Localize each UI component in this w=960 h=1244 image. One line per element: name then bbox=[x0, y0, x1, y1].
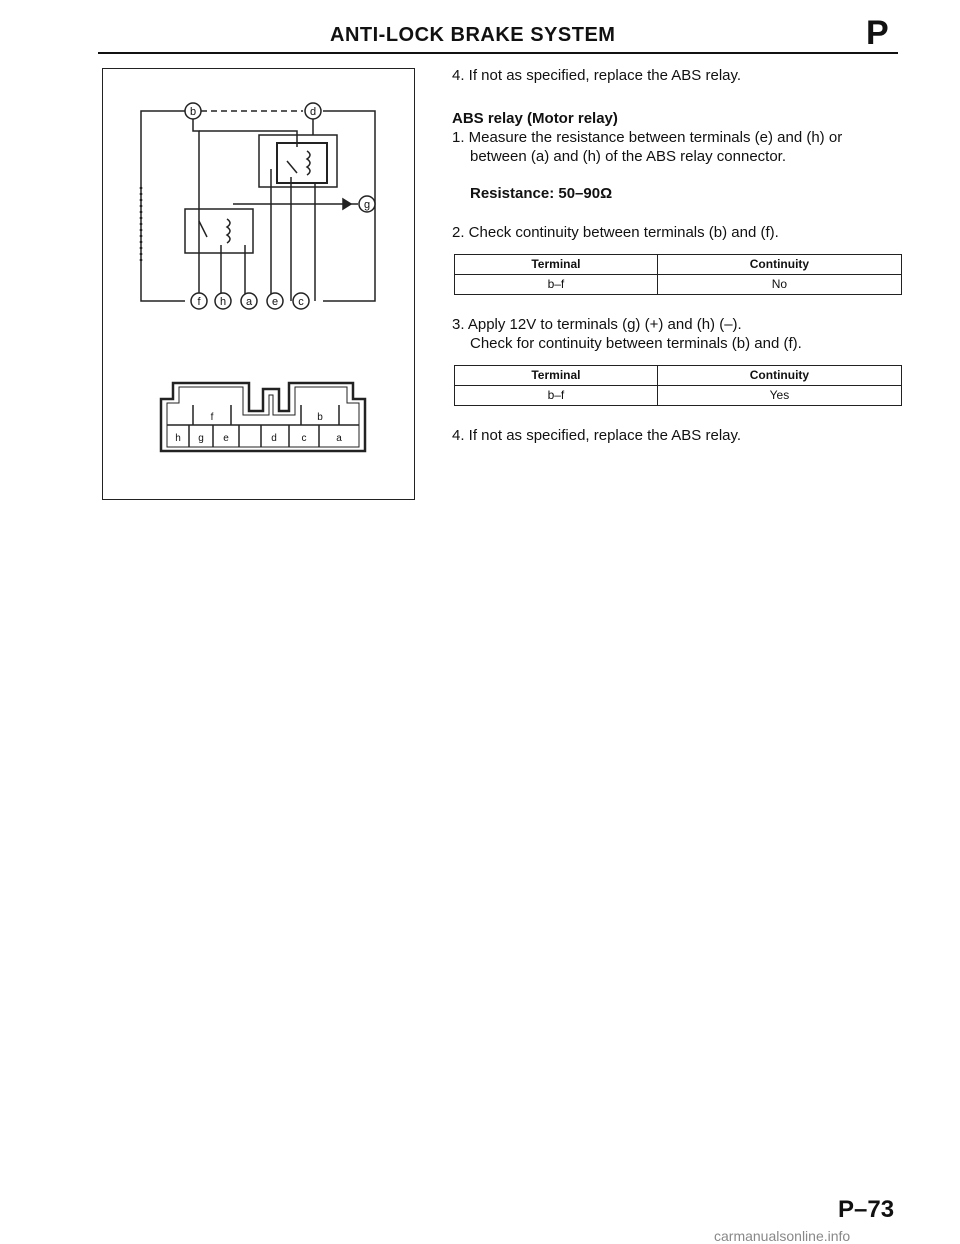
svg-text:f: f bbox=[210, 412, 214, 423]
svg-text:d: d bbox=[271, 433, 277, 444]
table-header-continuity: Continuity bbox=[657, 255, 901, 275]
terminal-c bbox=[293, 293, 309, 309]
resistance-spec: Resistance: 50–90Ω bbox=[470, 185, 613, 202]
step-4-replace-note-2: 4. If not as specified, replace the ABS relay. bbox=[452, 427, 742, 444]
svg-text:a: a bbox=[245, 296, 253, 308]
terminal-g bbox=[359, 196, 375, 212]
table-cell-continuity: Yes bbox=[657, 386, 901, 406]
page-title: ANTI-LOCK BRAKE SYSTEM bbox=[330, 24, 616, 46]
table-header-terminal: Terminal bbox=[455, 255, 658, 275]
section-letter: P bbox=[866, 14, 889, 52]
svg-text:h: h bbox=[175, 433, 181, 444]
step-1-line-2: between (a) and (h) of the ABS relay connector. bbox=[470, 148, 787, 165]
step-3-line-2: Check for continuity between terminals (b) and (f). bbox=[470, 335, 802, 352]
procedure-text bbox=[452, 66, 902, 445]
step-2: 2. Check continuity between terminals (b) and (f). bbox=[452, 224, 779, 241]
page-number: P–73 bbox=[838, 1196, 895, 1223]
motor-relay-coil bbox=[307, 151, 310, 175]
terminal-a bbox=[241, 293, 257, 309]
motor-relay-switch bbox=[287, 161, 297, 173]
svg-text:b: b bbox=[189, 106, 197, 118]
diode-icon bbox=[343, 199, 351, 209]
svg-text:e: e bbox=[223, 433, 229, 444]
table-header-terminal: Terminal bbox=[455, 366, 658, 386]
svg-text:d: d bbox=[309, 106, 317, 118]
relay-connector bbox=[161, 383, 365, 451]
svg-text:e: e bbox=[271, 296, 279, 308]
svg-text:c: c bbox=[301, 433, 307, 444]
table-row bbox=[455, 275, 902, 295]
terminal-f bbox=[191, 293, 207, 309]
table-cell-continuity: No bbox=[657, 275, 901, 295]
step-4-replace-note: 4. If not as specified, replace the ABS relay. bbox=[452, 67, 742, 84]
solenoid-relay-coil bbox=[227, 219, 230, 243]
svg-text:g: g bbox=[198, 433, 204, 444]
svg-text:a: a bbox=[336, 433, 342, 444]
relay-diagram-figure bbox=[102, 68, 415, 500]
solenoid-relay-block bbox=[185, 209, 253, 253]
terminal-d bbox=[305, 103, 321, 119]
continuity-table-1 bbox=[454, 254, 902, 295]
wire-left-loop bbox=[141, 111, 185, 301]
step-1-line-1: 1. Measure the resistance between terminals (e) and (h) or bbox=[452, 129, 843, 146]
wire-b bbox=[193, 119, 199, 301]
table-row bbox=[455, 386, 902, 406]
table-cell-terminal: b–f bbox=[455, 386, 658, 406]
terminal-h bbox=[215, 293, 231, 309]
section-heading-abs-relay: ABS relay (Motor relay) bbox=[452, 110, 618, 127]
watermark: carmanualsonline.info bbox=[714, 1228, 851, 1244]
wire-b-to-relay bbox=[199, 131, 297, 147]
continuity-table-2 bbox=[454, 365, 902, 406]
step-3-line-1: 3. Apply 12V to terminals (g) (+) and (h) (–). bbox=[452, 316, 742, 333]
motor-relay-coil-box bbox=[277, 143, 327, 183]
svg-text:c: c bbox=[298, 296, 304, 308]
table-cell-terminal: b–f bbox=[455, 275, 658, 295]
svg-text:b: b bbox=[317, 412, 323, 423]
terminal-e bbox=[267, 293, 283, 309]
solenoid-relay-switch bbox=[199, 221, 207, 237]
svg-text:g: g bbox=[363, 199, 371, 211]
header-divider bbox=[98, 52, 898, 54]
svg-text:f: f bbox=[197, 296, 201, 308]
svg-text:h: h bbox=[219, 296, 227, 308]
terminal-b bbox=[185, 103, 201, 119]
relay-wiring-diagram bbox=[103, 69, 416, 501]
table-header-continuity: Continuity bbox=[657, 366, 901, 386]
